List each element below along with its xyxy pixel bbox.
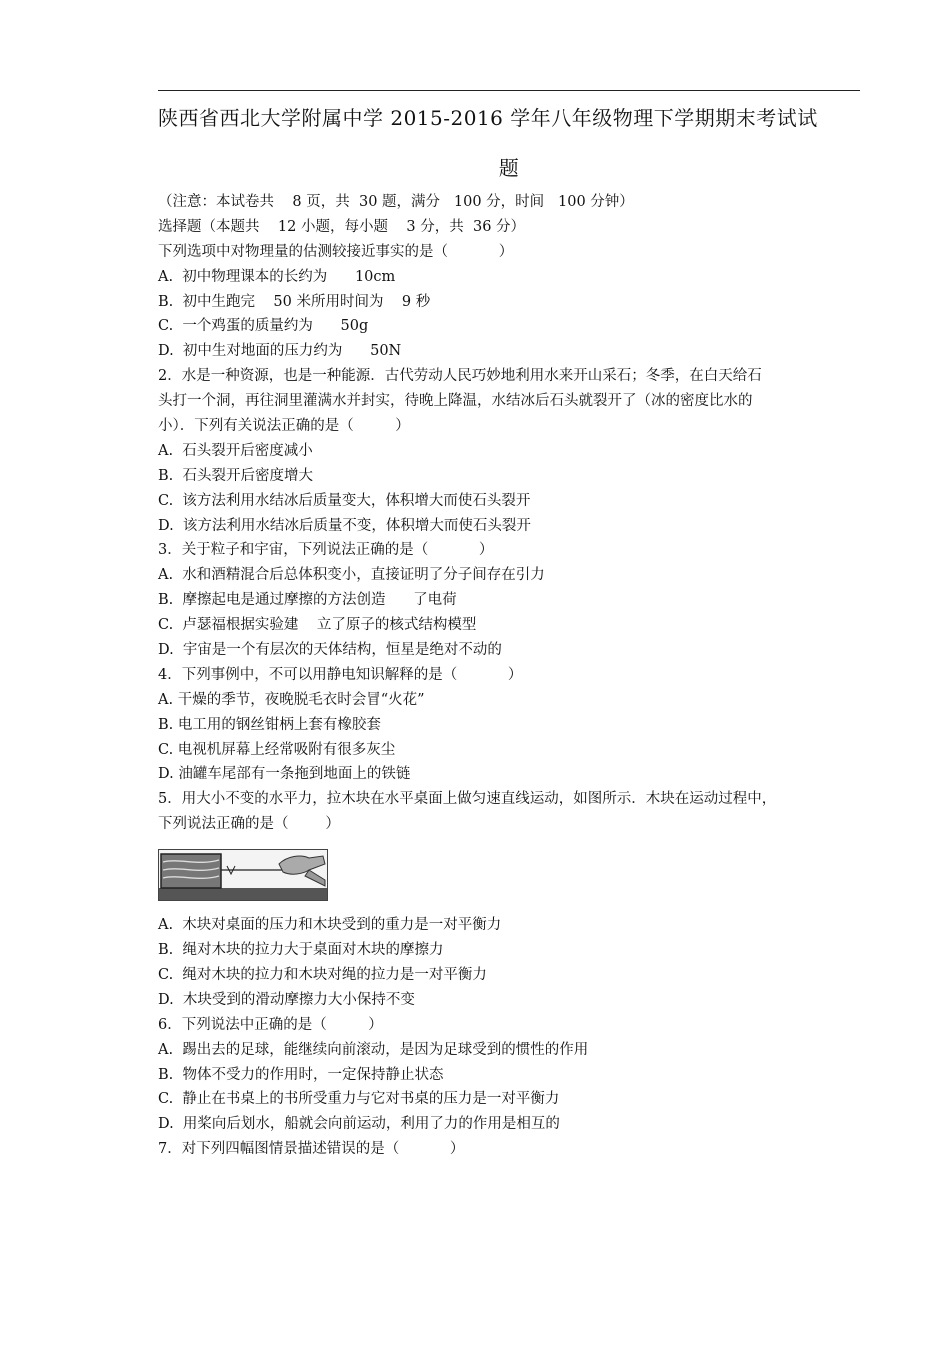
- question-2: [158, 364, 808, 538]
- question-stem: 下列选项中对物理量的估测较接近事实的是（ ）: [158, 243, 514, 260]
- exam-content: [158, 190, 808, 1162]
- wood-block-pull-figure: [158, 849, 328, 901]
- option-c: C. 该方法利用水结冰后质量变大，体积增大而使石头裂开: [158, 492, 531, 509]
- question-5: [158, 787, 808, 1012]
- option-b: B. 电工用的钢丝钳柄上套有橡胶套: [158, 716, 381, 733]
- section-heading: 选择题（本题共 12 小题，每小题 3 分，共 36 分）: [158, 218, 526, 235]
- option-d: D. 初中生对地面的压力约为 50N: [158, 343, 402, 360]
- option-c: C. 绳对木块的拉力和木块对绳的拉力是一对平衡力: [158, 966, 487, 983]
- option-d: D. 该方法利用水结冰后质量不变，体积增大而使石头裂开: [158, 517, 531, 534]
- option-a: A. 踢出去的足球，能继续向前滚动，是因为足球受到的惯性的作用: [158, 1041, 589, 1058]
- option-a: A. 初中物理课本的长约为 10cm: [158, 268, 396, 285]
- figure-drawing: [159, 850, 327, 900]
- option-b: B. 绳对木块的拉力大于桌面对木块的摩擦力: [158, 942, 444, 959]
- header-rule: [158, 90, 860, 91]
- table-surface: [159, 888, 327, 900]
- question-6: [158, 1013, 808, 1137]
- document-title: [158, 104, 860, 182]
- option-a: A. 干燥的季节，夜晚脱毛衣时会冒“火花”: [158, 691, 425, 708]
- question-stem: 头打一个洞，再往洞里灌满水并封实，待晚上降温，水结冰后石头就裂开了（冰的密度比水的: [158, 393, 753, 410]
- question-stem: 2．水是一种资源，也是一种能源．古代劳动人民巧妙地利用水来开山采石；冬季，在白天给石: [158, 368, 762, 385]
- option-d: D. 油罐车尾部有一条拖到地面上的铁链: [158, 766, 411, 783]
- option-b: B. 石头裂开后密度增大: [158, 467, 313, 484]
- option-b: B. 摩擦起电是通过摩擦的方法创造 了电荷: [158, 592, 457, 609]
- wood-block: [161, 854, 221, 888]
- option-b: B. 初中生跑完 50 米所用时间为 9 秒: [158, 293, 431, 310]
- option-d: D. 用桨向后划水，船就会向前运动，利用了力的作用是相互的: [158, 1116, 560, 1133]
- question-stem: 下列说法正确的是（ ）: [158, 816, 340, 833]
- title-line-2: 题: [498, 156, 520, 180]
- option-c: C. 一个鸡蛋的质量约为 50g: [158, 318, 369, 335]
- question-stem: 7．对下列四幅图情景描述错误的是（ ）: [158, 1141, 465, 1158]
- option-a: A. 水和酒精混合后总体积变小，直接证明了分子间存在引力: [158, 567, 545, 584]
- exam-note: （注意：本试卷共 8 页，共 30 题，满分 100 分，时间 100 分钟）: [158, 194, 634, 210]
- option-c: C. 静止在书桌上的书所受重力与它对书桌的压力是一对平衡力: [158, 1091, 560, 1108]
- question-stem: 6．下列说法中正确的是（ ）: [158, 1016, 383, 1033]
- option-a: A. 石头裂开后密度减小: [158, 442, 313, 459]
- question-1: [158, 240, 808, 364]
- option-b: B. 物体不受力的作用时，一定保持静止状态: [158, 1066, 444, 1083]
- title-line-1: 陕西省西北大学附属中学 2015-2016 学年八年级物理下学期期末考试试: [158, 106, 818, 130]
- option-d: D. 木块受到的滑动摩擦力大小保持不变: [158, 991, 415, 1008]
- question-stem: 小）．下列有关说法正确的是（ ）: [158, 418, 410, 435]
- question-stem: 5．用大小不变的水平力，拉木块在水平桌面上做匀速直线运动，如图所示．木块在运动过程中，: [158, 791, 777, 808]
- question-4: [158, 663, 808, 787]
- option-d: D. 宇宙是一个有层次的天体结构，恒星是绝对不动的: [158, 642, 502, 659]
- option-c: C. 电视机屏幕上经常吸附有很多灰尘: [158, 741, 396, 758]
- question-3: [158, 538, 808, 662]
- question-7: [158, 1137, 808, 1162]
- option-a: A. 木块对桌面的压力和木块受到的重力是一对平衡力: [158, 917, 502, 934]
- question-stem: 4．下列事例中，不可以用静电知识解释的是（ ）: [158, 666, 523, 683]
- option-c: C. 卢瑟福根据实验建 立了原子的核式结构模型: [158, 617, 477, 634]
- question-stem: 3．关于粒子和宇宙，下列说法正确的是（ ）: [158, 542, 494, 559]
